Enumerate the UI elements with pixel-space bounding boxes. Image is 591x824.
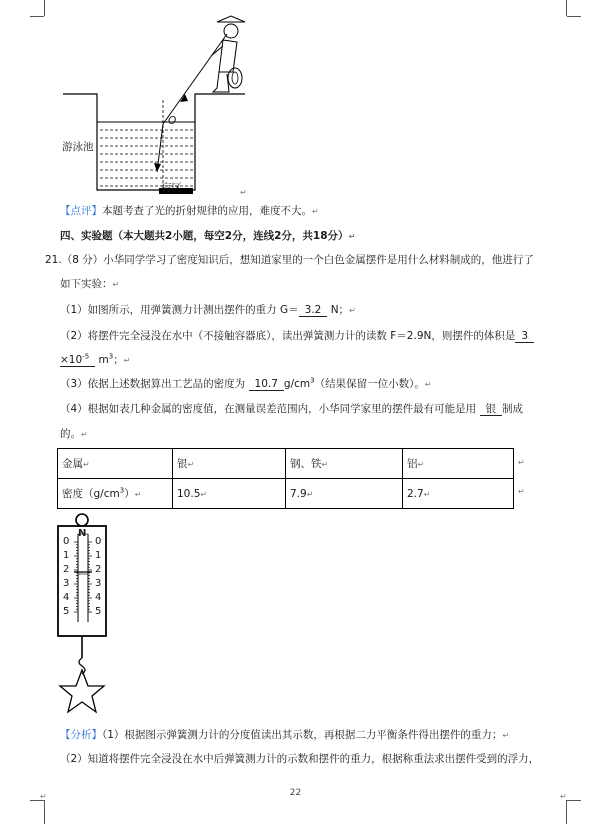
q21-number: 21. <box>45 254 62 266</box>
comment-line: 【点评】本题考查了光的折射规律的应用，难度不大。↵ <box>60 205 319 217</box>
q21-intro-text1: （8 分）小华同学学习了密度知识后，想知道家里的一个白色金属摆件是用什么材料制成的，他进行了 <box>61 254 534 266</box>
scale-tick-label: 4 <box>95 592 102 603</box>
table-header-cell: 金属↵ <box>58 449 173 479</box>
comment-tag: 【点评】 <box>60 205 102 217</box>
q21-p2-unit: m <box>98 354 109 366</box>
q21-part2 <box>60 329 534 343</box>
blind-area-label: 盲区 <box>161 182 182 194</box>
scale-tick-label: 2 <box>63 564 70 575</box>
scale-tick-label: 3 <box>63 578 70 589</box>
scale-tick-label: 5 <box>63 606 70 617</box>
page-number: 22 <box>289 788 302 798</box>
scale-tick-label: 1 <box>63 550 70 561</box>
table-row <box>58 479 514 509</box>
table-cell: 2.7↵ <box>403 479 514 509</box>
q21-p3-answer: 10.7 <box>249 378 284 391</box>
q21-p4-prompt: （4）根据如表几种金属的密度值，在测量误差范围内，小华同学家里的摆件最有可能是用 <box>60 403 477 415</box>
crop-mark-top-right <box>566 0 567 16</box>
crop-mark-bottom-right-h <box>567 800 581 801</box>
table-header-cell: 银↵ <box>173 449 286 479</box>
scale-tick-label: 5 <box>95 606 102 617</box>
paragraph-mark: ↵ <box>240 188 247 197</box>
q21-intro-line1 <box>45 253 534 267</box>
q21-p1-answer: 3.2 <box>299 304 328 317</box>
q21-p3-unit: g/cm <box>283 378 311 390</box>
analysis-line1: 【分析】（1）根据图示弹簧测力计的分度值读出其示数，再根据二力平衡条件得出摆件的重力；↵ <box>60 729 510 741</box>
pool-refraction-figure <box>55 12 255 197</box>
q21-part3: （3）依据上述数据算出工艺品的密度为 10.7 $g/cm^3$（结果保留一位小数）。↵ <box>60 376 432 390</box>
section-heading-text: 四、实验题（本大题共2小题，每空2分，连线2分，共18分） <box>60 230 349 242</box>
crop-mark-top-left <box>44 0 45 16</box>
table-cell: 10.5↵ <box>173 479 286 509</box>
q21-part1: （1）如图所示，用弹簧测力计测出摆件的重力 G＝ 3.2 N；↵ <box>60 304 356 316</box>
scale-tick-label: 2 <box>95 564 102 575</box>
q21-part4-line2: 的。↵ <box>60 428 88 440</box>
q21-part2-line2: $\times 10^{-5}$ $m^3$；↵ <box>60 352 131 366</box>
q21-p2-answer-a: 3 <box>515 330 534 343</box>
density-table <box>57 448 514 509</box>
scale-tick-label: 3 <box>95 578 102 589</box>
q21-part4 <box>60 402 523 416</box>
comment-text: 本题考查了光的折射规律的应用，难度不大。 <box>102 205 312 217</box>
scale-unit-label: N <box>78 528 87 539</box>
crop-mark-top-right-h <box>567 16 581 17</box>
q21-p3-prompt: （3）依据上述数据算出工艺品的密度为 <box>60 378 246 390</box>
scale-tick-label: 0 <box>95 536 102 547</box>
pool-label: 游泳池 <box>62 141 94 153</box>
analysis-text2: （2）知道将摆件完全浸没在水中后弹簧测力计的示数和摆件的重力，根据称重法求出摆件受到的浮力， <box>60 753 540 765</box>
q21-intro-line2: 如下实验：↵ <box>60 278 120 290</box>
q21-p2-answer-b: $\times 10^{-5}$ <box>60 354 95 367</box>
scale-tick-label: 0 <box>63 536 70 547</box>
crop-mark-top-left-h <box>30 16 44 17</box>
q21-p4-answer: 银 <box>480 403 503 416</box>
scale-tick-label: 1 <box>95 550 102 561</box>
table-row <box>58 449 514 479</box>
q21-p3-note: （结果保留一位小数）。 <box>314 378 425 390</box>
scale-labels <box>52 512 116 642</box>
table-cell: 7.9↵ <box>286 479 403 509</box>
table-header-cell: 铝↵ <box>403 449 514 479</box>
scale-tick-label: 4 <box>63 592 70 603</box>
point-o-label: O <box>168 115 177 127</box>
q21-p1-unit: N； <box>330 304 350 316</box>
analysis-text1: （1）根据图示弹簧测力计的分度值读出其示数，再根据二力平衡条件得出摆件的重力； <box>102 729 503 741</box>
analysis-tag: 【分析】 <box>60 729 102 741</box>
table-row-label: 密度$(g/cm^3)↵$ <box>58 479 173 509</box>
table-header-cell: 钢、铁↵ <box>286 449 403 479</box>
section-heading: 四、实验题（本大题共2小题，每空2分，连线2分，共18分）↵ <box>60 230 356 242</box>
analysis-line2 <box>60 752 539 766</box>
q21-p2-prompt: （2）将摆件完全浸没在水中（不接触容器底），读出弹簧测力计的读数 F＝2.9N，则摆件的体积是 <box>60 330 516 342</box>
q21-p4-post: 制成 <box>502 403 524 415</box>
q21-p1-prompt: （1）如图所示，用弹簧测力计测出摆件的重力 G＝ <box>60 304 299 316</box>
q21-intro-text2: 如下实验： <box>60 278 113 290</box>
